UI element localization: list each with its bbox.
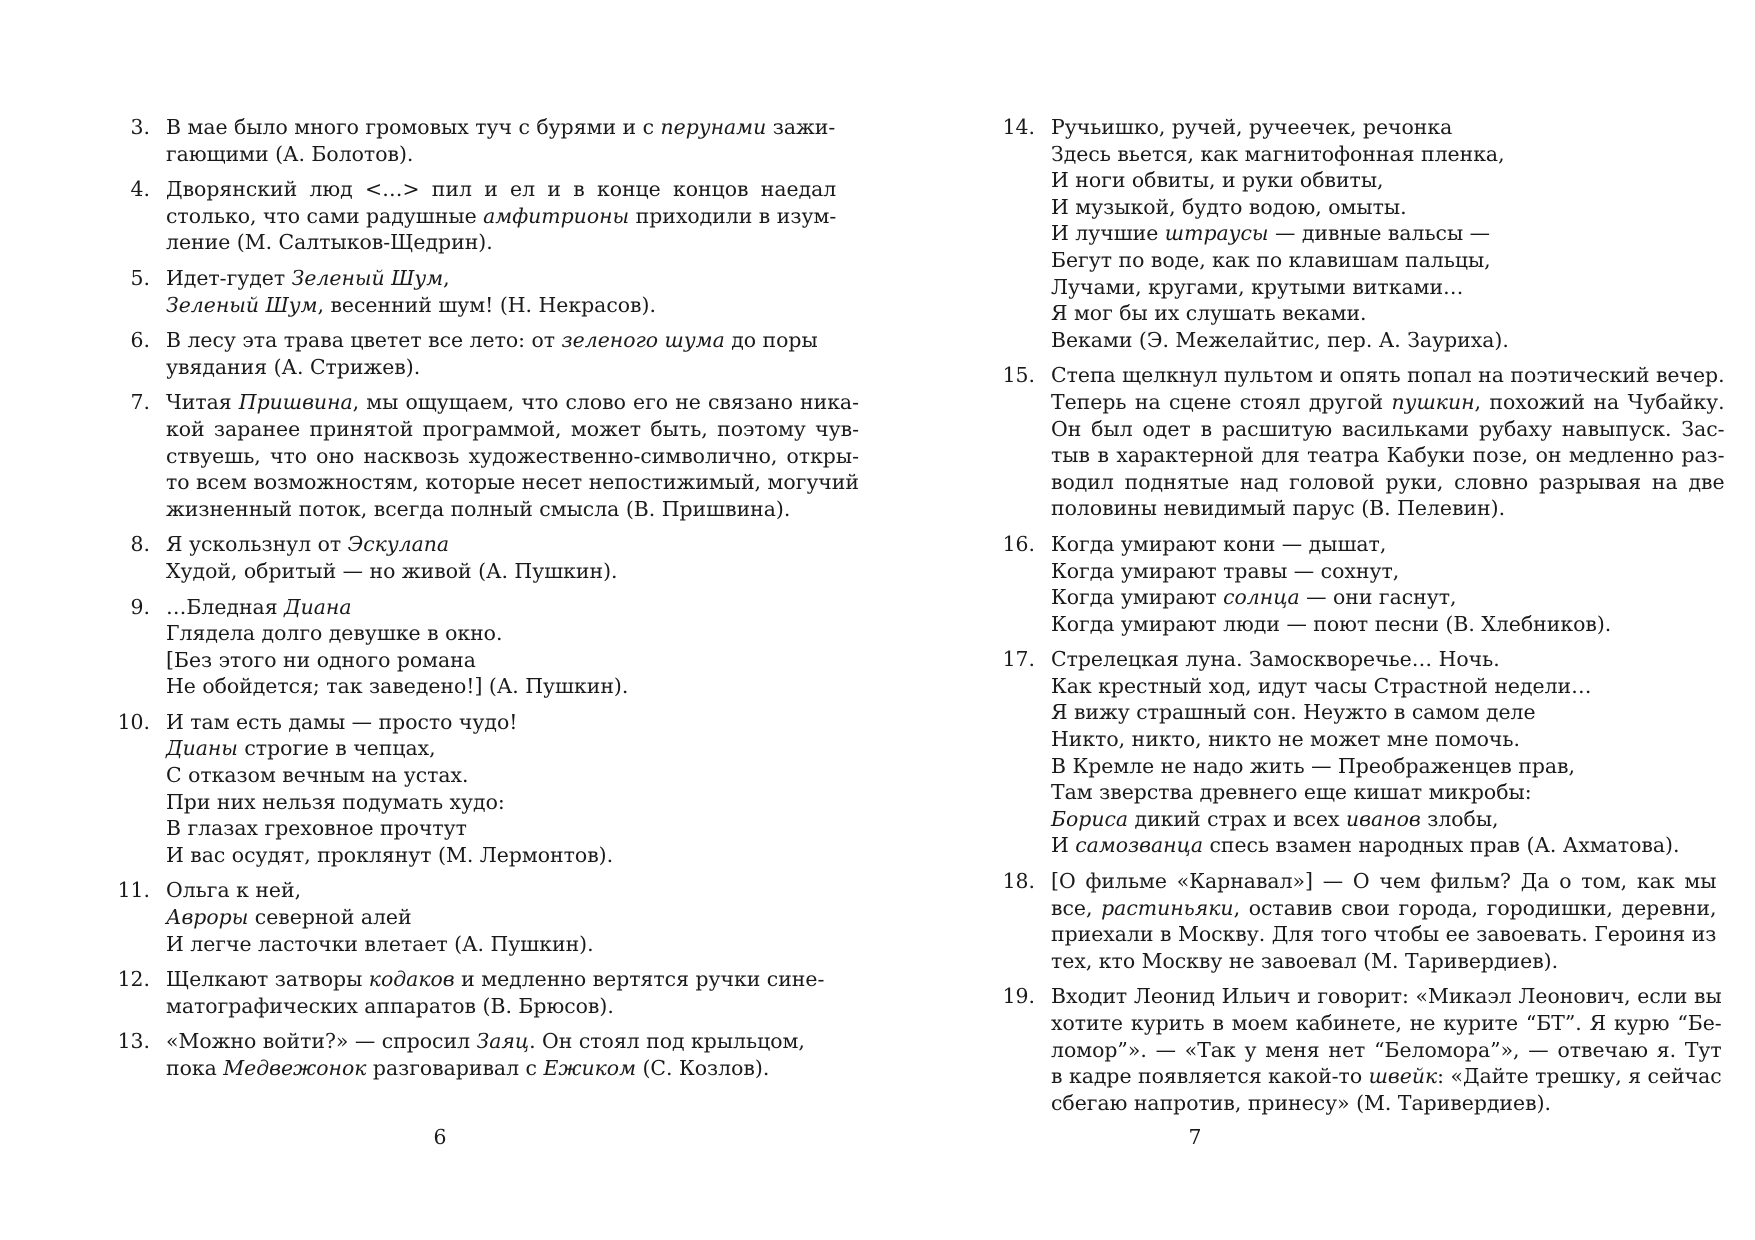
entry-text: [1051, 646, 1679, 859]
text-run: Здесь вьется, как магнитофонная пленка,: [1051, 141, 1505, 166]
text-line: [1051, 983, 1722, 1010]
text-run: гающими (А. Болотов).: [166, 141, 414, 166]
text-run: И музыкой, будто водою, омыты.: [1051, 194, 1407, 219]
text-line: [1051, 362, 1725, 389]
text-line: [1051, 868, 1716, 895]
italic-term: Пришвина: [238, 390, 353, 415]
entry-number: 11.: [117, 878, 150, 903]
entry-text: [1051, 531, 1665, 637]
text-run: северной алей: [248, 905, 412, 930]
text-line: [1051, 495, 1725, 522]
text-run: Ольга к ней,: [166, 878, 302, 903]
text-line: [166, 931, 780, 958]
text-line: [1051, 921, 1716, 948]
list-item: [100, 176, 837, 256]
text-run: Лучами, кругами, крутыми витками…: [1051, 274, 1464, 299]
text-run: ствуешь, что оно насквозь художественно-символично, откры-: [166, 443, 859, 468]
list-item: [985, 868, 1717, 974]
text-line: [166, 877, 780, 904]
text-run: , мы ощущаем, что слово его не связано ника-: [352, 390, 859, 415]
entry-number: 8.: [130, 532, 150, 557]
text-run: И ноги обвиты, и руки обвиты,: [1051, 168, 1384, 193]
entry-list: [985, 114, 1725, 1125]
text-line: [166, 762, 780, 789]
text-run: половины невидимый парус (В. Пелевин).: [1051, 496, 1506, 521]
text-run: Щелкают затворы: [166, 967, 369, 992]
entry-text: [1051, 868, 1716, 974]
text-run: В мае было много громовых туч с бурями и с: [166, 115, 661, 139]
text-run: И лучшие: [1051, 221, 1165, 246]
text-run: Никто, никто, никто не может мне помочь.: [1051, 727, 1520, 752]
italic-term: амфитрионы: [483, 203, 630, 228]
list-item: [100, 966, 825, 1019]
text-line: [1051, 584, 1665, 611]
text-line: [166, 647, 780, 674]
text-run: Веками (Э. Межелайтис, пер. А. Зауриха).: [1051, 327, 1509, 352]
text-line: [1051, 1037, 1722, 1064]
text-run: в кадре появляется какой-то: [1051, 1064, 1369, 1089]
entry-text: [1051, 114, 1665, 353]
text-line: [1051, 442, 1725, 469]
text-run: , оставив свои города, городишки, деревни,: [1233, 895, 1717, 920]
text-run: ление (М. Салтыков-Щедрин).: [166, 230, 493, 255]
text-run: В глазах греховное прочтут: [166, 816, 467, 841]
page-number: 7: [1188, 1125, 1202, 1149]
italic-term: Дианы: [166, 736, 238, 761]
list-item: [100, 531, 780, 584]
italic-term: иванов: [1345, 806, 1421, 831]
text-run: Он был одет в расшитую васильками рубаху навыпуск. Зас-: [1051, 416, 1725, 441]
text-run: Степа щелкнул пультом и опять попал на поэтический вечер.: [1051, 363, 1725, 388]
italic-term: Диана: [284, 594, 352, 619]
list-item: [985, 646, 1680, 859]
text-line: [166, 993, 824, 1020]
text-run: : «Дайте трешку, я сейчас: [1437, 1064, 1722, 1089]
text-run: все,: [1051, 895, 1102, 920]
text-line: [166, 469, 859, 496]
italic-term: Авроры: [166, 905, 249, 930]
text-line: [166, 594, 780, 621]
text-run: жизненный поток, всегда полный смысла (В. Пришвина).: [166, 496, 791, 521]
text-run: — они гаснут,: [1299, 585, 1457, 610]
italic-term: самозванца: [1075, 833, 1203, 858]
text-line: [1051, 948, 1716, 975]
right-page: [985, 0, 1725, 1240]
italic-term: пушкин: [1391, 389, 1475, 414]
entry-number: 16.: [1002, 531, 1035, 556]
text-line: [1051, 416, 1725, 443]
text-run: столько, что сами радушные: [166, 203, 484, 228]
text-line: [1051, 1010, 1722, 1037]
italic-term: зеленого шума: [561, 328, 725, 353]
text-run: увядания (А. Стрижев).: [166, 354, 421, 379]
text-run: пока: [166, 1056, 224, 1080]
text-line: [1051, 558, 1665, 585]
entry-number: 10.: [117, 709, 150, 734]
entry-text: [166, 966, 824, 1019]
text-run: приехали в Москву. Для того чтобы ее завоевать. Героиня из: [1051, 922, 1717, 947]
list-item: [100, 265, 780, 318]
text-run: Я ускользнул от: [166, 532, 348, 557]
text-run: И там есть дамы — просто чудо!: [166, 709, 518, 734]
italic-term: Эскулапа: [347, 532, 450, 557]
text-line: [166, 815, 780, 842]
text-line: [166, 354, 818, 381]
entry-number: 7.: [130, 390, 150, 415]
text-line: [166, 842, 780, 869]
italic-term: Медвежонок: [223, 1056, 367, 1080]
text-line: [1051, 194, 1665, 221]
entry-number: 17.: [1002, 647, 1035, 672]
text-run: тыв в характерной для театра Кабуки позе, он медленно раз-: [1051, 443, 1725, 468]
list-item: [985, 983, 1722, 1116]
text-run: Когда умирают кони — дышат,: [1051, 531, 1387, 556]
text-line: [166, 292, 780, 319]
text-run: Худой, обритый — но живой (А. Пушкин).: [166, 558, 618, 583]
text-line: [166, 416, 859, 443]
italic-term: штраусы: [1164, 221, 1269, 246]
list-item: [100, 389, 859, 522]
entry-text: [1051, 983, 1722, 1116]
entry-number: 14.: [1002, 115, 1035, 139]
list-item: [100, 114, 836, 167]
entry-text: [166, 265, 780, 318]
italic-term: Зеленый Шум: [166, 292, 318, 317]
text-run: «Можно войти?» — спросил: [166, 1029, 477, 1054]
entry-number: 19.: [1002, 984, 1035, 1009]
text-line: [1051, 646, 1679, 673]
text-line: [166, 620, 780, 647]
italic-term: кодаков: [368, 967, 455, 992]
list-item: [985, 531, 1665, 637]
text-run: разговаривал с: [366, 1056, 544, 1080]
text-line: [1051, 274, 1665, 301]
text-run: хотите курить в моем кабинете, не курите “БТ”. Я курю “Бе-: [1051, 1011, 1722, 1035]
italic-term: Бориса: [1051, 806, 1129, 831]
text-line: [1051, 699, 1679, 726]
text-run: Не обойдется; так заведено!] (А. Пушкин).: [166, 674, 629, 699]
text-run: , похожий на Чубайку.: [1474, 389, 1725, 414]
entry-number: 18.: [1002, 869, 1035, 894]
text-line: [166, 327, 818, 354]
italic-term: растиньяки: [1101, 895, 1234, 920]
text-line: [166, 229, 836, 256]
text-run: Там зверства древнего еще кишат микробы:: [1051, 780, 1532, 805]
text-run: Читая: [166, 390, 239, 415]
text-line: [1051, 114, 1665, 141]
text-line: [166, 789, 780, 816]
text-run: При них нельзя подумать худо:: [166, 789, 505, 814]
text-run: (С. Козлов).: [636, 1056, 770, 1080]
text-line: [1051, 327, 1665, 354]
text-line: [1051, 300, 1665, 327]
text-line: [166, 176, 836, 203]
text-run: Когда умирают травы — сохнут,: [1051, 558, 1400, 583]
text-line: [1051, 247, 1665, 274]
text-run: И легче ласточки влетает (А. Пушкин).: [166, 931, 594, 956]
text-line: [166, 203, 836, 230]
text-line: [1051, 469, 1725, 496]
text-run: . Он стоял под крыльцом,: [529, 1029, 805, 1054]
entry-number: 5.: [130, 265, 150, 290]
text-line: [166, 966, 824, 993]
text-line: [166, 141, 835, 168]
text-run: приходили в изум-: [629, 203, 837, 228]
text-run: Ручьишко, ручей, ручеечек, речонка: [1051, 115, 1453, 139]
entry-number: 9.: [130, 594, 150, 619]
text-line: [1051, 1090, 1722, 1117]
text-run: спесь взамен народных прав (А. Ахматова).: [1203, 833, 1680, 858]
text-line: [166, 904, 780, 931]
text-run: Идет-гудет: [166, 265, 292, 290]
text-run: Дворянский люд <…> пил и ел и в конце концов наедал: [166, 177, 837, 202]
left-page: [100, 0, 859, 1240]
list-item: [985, 362, 1725, 522]
entry-text: [166, 327, 818, 380]
entry-number: 6.: [130, 328, 150, 353]
page-number: 6: [433, 1125, 447, 1149]
text-line: [166, 265, 780, 292]
text-run: Когда умирают люди — поют песни (В. Хлебников).: [1051, 611, 1612, 636]
text-run: С отказом вечным на устах.: [166, 763, 469, 788]
text-line: [166, 531, 780, 558]
text-line: [1051, 673, 1679, 700]
text-run: злобы,: [1420, 806, 1499, 831]
text-run: Когда умирают: [1051, 585, 1224, 610]
text-line: [166, 558, 780, 585]
text-run: дикий страх и всех: [1128, 806, 1346, 831]
entry-text: [1051, 362, 1725, 522]
text-line: [1051, 167, 1665, 194]
text-run: тех, кто Москву не завоевал (М. Таривердиев).: [1051, 948, 1559, 973]
text-run: , весенний шум! (Н. Некрасов).: [317, 292, 656, 317]
text-line: [1051, 1063, 1722, 1090]
text-run: Я мог бы их слушать веками.: [1051, 301, 1367, 326]
text-run: И: [1051, 833, 1076, 858]
entry-text: [166, 531, 780, 584]
text-run: водил поднятые над головой руки, словно разрывая на две: [1051, 469, 1725, 494]
text-line: [1051, 806, 1679, 833]
entry-text: [166, 1028, 805, 1081]
italic-term: перунами: [660, 115, 767, 139]
entry-number: 3.: [130, 115, 150, 139]
text-run: Как крестный ход, идут часы Страстной недели…: [1051, 673, 1592, 698]
list-item: [100, 1028, 805, 1081]
text-run: кой заранее принятой программой, может быть, поэтому чув-: [166, 416, 859, 441]
text-run: и медленно вертятся ручки сине-: [454, 967, 825, 992]
text-run: Стрелецкая луна. Замоскворечье… Ночь.: [1051, 647, 1500, 672]
entry-number: 15.: [1002, 363, 1035, 388]
text-run: Глядела долго девушке в окно.: [166, 621, 503, 646]
text-run: В Кремле не надо жить — Преображенцев прав,: [1051, 753, 1575, 778]
text-line: [1051, 753, 1679, 780]
text-line: [166, 735, 780, 762]
text-line: [166, 673, 780, 700]
text-line: [1051, 895, 1716, 922]
entry-text: [166, 877, 780, 957]
italic-term: Заяц: [476, 1029, 530, 1054]
text-run: Теперь на сцене стоял другой: [1051, 389, 1392, 414]
text-line: [1051, 779, 1679, 806]
text-line: [1051, 832, 1679, 859]
text-run: ,: [443, 265, 450, 290]
text-line: [1051, 726, 1679, 753]
text-line: [166, 443, 859, 470]
italic-term: солнца: [1223, 585, 1300, 610]
text-run: строгие в чепцах,: [237, 736, 436, 761]
list-item: [100, 327, 818, 380]
text-run: Входит Леонид Ильич и говорит: «Микаэл Леонович, если вы: [1051, 984, 1722, 1009]
text-run: ломор”». — «Так у меня нет “Беломора”», — отвечаю я. Тут: [1051, 1037, 1722, 1062]
text-run: [Без этого ни одного романа: [166, 647, 476, 672]
text-line: [166, 709, 780, 736]
text-run: — дивные вальсы —: [1268, 221, 1491, 246]
entry-number: 4.: [130, 177, 150, 202]
text-run: матографических аппаратов (В. Брюсов).: [166, 993, 614, 1018]
text-run: до поры: [724, 328, 818, 353]
text-run: то всем возможностям, которые несет непостижимый, могучий: [166, 470, 859, 495]
entry-text: [166, 389, 859, 522]
italic-term: швейк: [1368, 1064, 1438, 1089]
text-run: Бегут по воде, как по клавишам пальцы,: [1051, 247, 1491, 272]
text-run: В лесу эта трава цветет все лето: от: [166, 328, 562, 353]
entry-list: [100, 114, 859, 1091]
text-run: сбегаю напротив, принесу» (М. Таривердиев).: [1051, 1090, 1552, 1115]
entry-number: 12.: [117, 967, 150, 992]
list-item: [100, 877, 780, 957]
text-run: зажи-: [766, 115, 836, 139]
text-line: [1051, 611, 1665, 638]
entry-number: 13.: [117, 1029, 150, 1054]
italic-term: Зеленый Шум: [291, 265, 444, 290]
text-line: [166, 1055, 805, 1082]
list-item: [985, 114, 1665, 353]
entry-text: [166, 709, 780, 869]
text-line: [1051, 141, 1665, 168]
text-line: [166, 389, 859, 416]
entry-text: [166, 176, 836, 256]
text-run: …Бледная: [166, 594, 285, 619]
list-item: [100, 594, 780, 700]
list-item: [100, 709, 780, 869]
italic-term: Ежиком: [543, 1056, 636, 1080]
entry-text: [166, 114, 835, 167]
text-line: [1051, 389, 1725, 416]
text-line: [166, 496, 859, 523]
entry-text: [166, 594, 780, 700]
text-run: И вас осудят, проклянут (М. Лермонтов).: [166, 842, 614, 867]
text-run: [О фильме «Карнавал»] — О чем фильм? Да о том, как мы: [1051, 869, 1717, 894]
text-line: [166, 1028, 805, 1055]
text-line: [1051, 220, 1665, 247]
text-line: [166, 114, 835, 141]
text-run: Я вижу страшный сон. Неужто в самом деле: [1051, 700, 1536, 725]
text-line: [1051, 531, 1665, 558]
